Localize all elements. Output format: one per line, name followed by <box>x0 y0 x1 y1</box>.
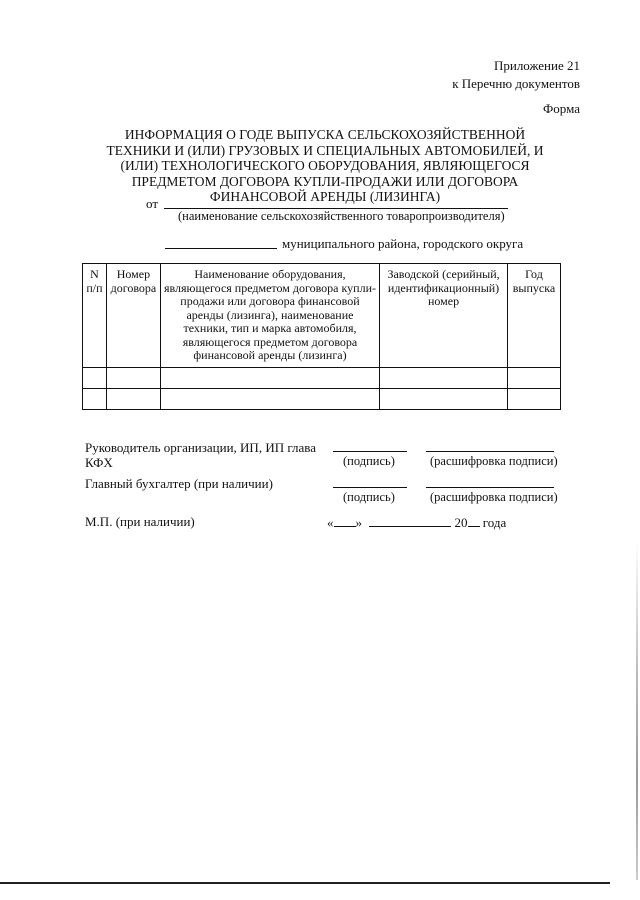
head-decoding-field[interactable] <box>426 451 554 452</box>
appendix-reference <box>452 57 580 93</box>
form-label: Форма <box>543 101 580 116</box>
date-year-prefix: 20 <box>454 515 468 530</box>
table-cell[interactable] <box>508 367 561 388</box>
head-decoding-caption: (расшифровка подписи) <box>430 454 558 468</box>
table-row <box>83 388 561 409</box>
accountant-decoding-field[interactable] <box>426 487 554 488</box>
stamp-label: М.П. (при наличии) <box>85 514 195 529</box>
accountant-decoding-caption: (расшифровка подписи) <box>430 490 558 504</box>
table-cell[interactable] <box>160 367 379 388</box>
head-signature-caption: (подпись) <box>343 454 395 468</box>
date-year-suffix: года <box>482 515 507 530</box>
from-label: от <box>146 196 159 211</box>
appendix-number: Приложение 21 <box>493 58 580 73</box>
date-open-quote: « <box>327 515 334 530</box>
scan-edge-shadow <box>636 540 638 880</box>
accountant-signature-field[interactable] <box>333 487 407 488</box>
district-label: муниципального района, городского округа <box>282 236 524 251</box>
header-number: N п/п <box>83 264 107 368</box>
document-title: ИНФОРМАЦИЯ О ГОДЕ ВЫПУСКА СЕЛЬСКОХОЗЯЙСТВЕННОЙ ТЕХНИКИ И (ИЛИ) ГРУЗОВЫХ И СПЕЦИАЛЬНЫХ АВТОМОБИЛЕЙ, И (ИЛИ) ТЕХНОЛОГИЧЕСКОГО ОБОРУДОВАНИЯ, ЯВЛЯЮЩЕГОСЯ ПРЕДМЕТОМ ДОГОВОРА КУПЛИ-ПРОДАЖИ ИЛИ ДОГОВОРА ФИНАНСОВОЙ АРЕНДЫ (ЛИЗИНГА) <box>106 127 544 204</box>
producer-name-caption: (наименование сельскохозяйственного товаропроизводителя) <box>178 209 505 223</box>
head-signature-label <box>85 440 316 470</box>
head-label-line2: КФХ <box>85 455 113 470</box>
date-month-field[interactable] <box>369 514 451 527</box>
table-cell[interactable] <box>83 367 107 388</box>
header-equipment-name: Наименование оборудования, являющегося предметом договора купли-продажи или договора финансовой аренды (лизинга), наименование техники, тип и марка автомобиля, являющегося предметом договора финансовой аренды (лизинга) <box>160 264 379 368</box>
district-name-field[interactable] <box>165 236 277 249</box>
date-line <box>327 514 506 530</box>
table-cell[interactable] <box>106 388 160 409</box>
header-serial-number: Заводской (серийный, идентификационный) номер <box>380 264 508 368</box>
table-cell[interactable] <box>106 367 160 388</box>
head-signature-field[interactable] <box>333 451 407 452</box>
scan-bottom-border <box>0 882 610 884</box>
accountant-signature-caption: (подпись) <box>343 490 395 504</box>
header-contract-number: Номер договора <box>106 264 160 368</box>
producer-name-field[interactable] <box>164 196 508 209</box>
table-cell[interactable] <box>508 388 561 409</box>
table-cell[interactable] <box>160 388 379 409</box>
table-cell[interactable] <box>83 388 107 409</box>
date-day-field[interactable] <box>334 514 356 527</box>
equipment-table <box>82 263 561 410</box>
header-year: Год выпуска <box>508 264 561 368</box>
accountant-signature-label: Главный бухгалтер (при наличии) <box>85 476 273 491</box>
table-header-row <box>83 264 561 368</box>
head-label-line1: Руководитель организации, ИП, ИП глава <box>85 440 317 455</box>
table-row <box>83 367 561 388</box>
table-cell[interactable] <box>380 388 508 409</box>
date-year-field[interactable] <box>468 514 480 527</box>
table-cell[interactable] <box>380 367 508 388</box>
date-close-quote: » <box>355 515 362 530</box>
appendix-document-list: к Перечню документов <box>452 76 580 91</box>
